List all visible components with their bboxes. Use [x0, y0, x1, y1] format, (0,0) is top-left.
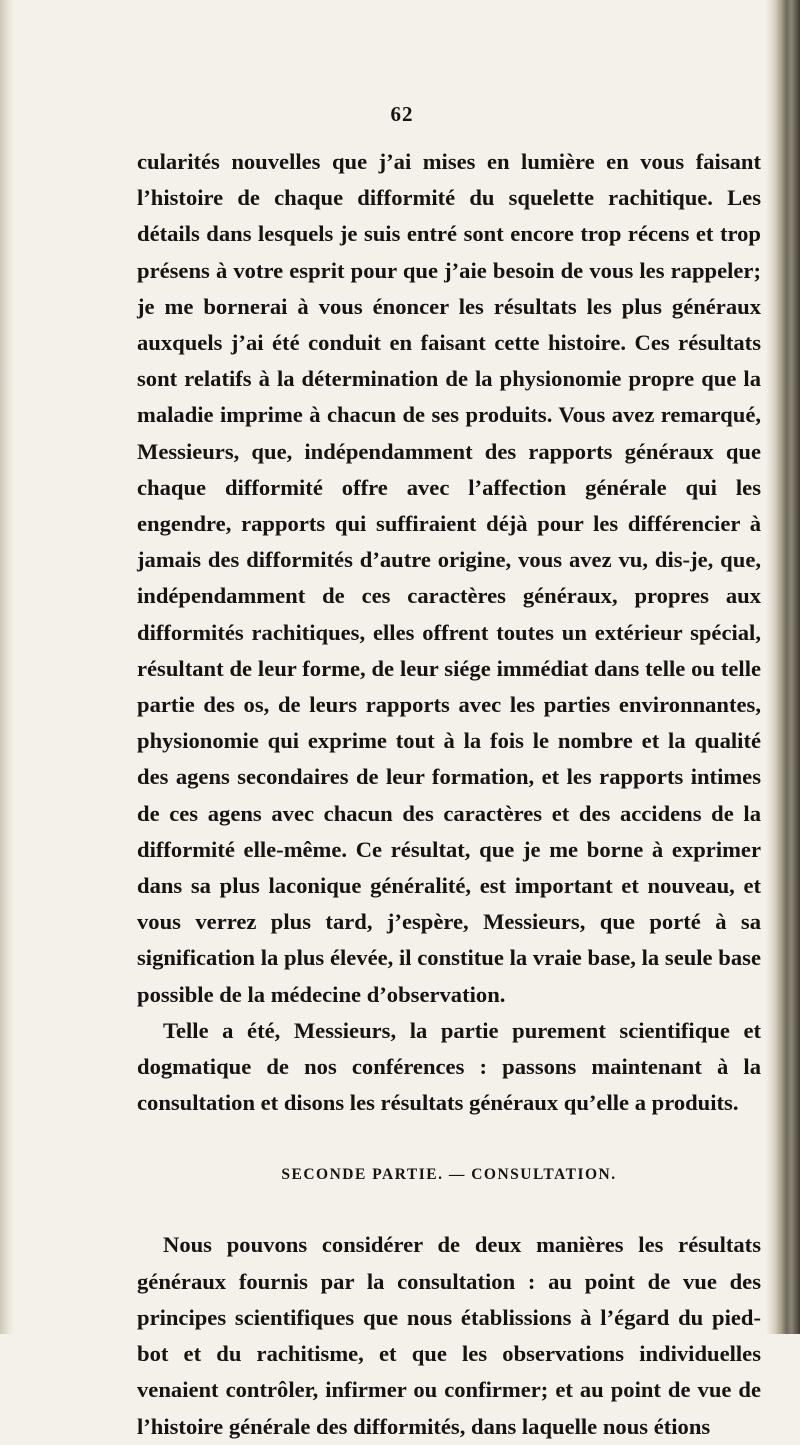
page-number: 62	[390, 102, 414, 126]
book-binding-edge	[766, 0, 800, 1334]
paragraph-consultation: Nous pouvons considérer de deux manières les résultats généraux fournis par la consultation : au point de vue des principes scientifiques que nous établissions à l’égard du pied-bot et du rachitisme, et que les observations individuelles venaient contrôler, infirmer ou confirmer; et au point de vue de l’histoire générale des difformités, dans laquelle nous étions	[137, 1232, 761, 1439]
section-heading-dash: —	[448, 1166, 466, 1184]
section-heading-part: SECONDE PARTIE.	[281, 1166, 444, 1184]
body-text	[137, 144, 761, 1445]
paragraph-transition: Telle a été, Messieurs, la partie purement scientifique et dogmatique de nos conférences : passons maintenant à la consultation et disons les résultats généraux qu’elle a produits.	[137, 1017, 761, 1116]
paragraph-continuation: cularités nouvelles que j’ai mises en lumière en vous faisant l’histoire de chaque difformité du squelette rachitique. Les détails dans lesquels je suis entré sont encore trop récens et trop présens à votre esprit pour que j’aie besoin de vous les rappeler; je me bornerai à vous énoncer les résultats les plus généraux auxquels j’ai été conduit en faisant cette histoire. Ces résultats sont relatifs à la détermination de la physionomie propre que la maladie imprime à chacun de ses produits. Vous avez remarqué, Messieurs, que, indépendamment des rapports généraux que chaque difformité offre avec l’affection générale qui les engendre, rapports qui suffiraient déjà pour les différencier à jamais des difformités d’autre origine, vous avez vu, dis-je, que, indépendamment de ces caractères généraux, propres aux difformités rachitiques, elles offrent toutes un extérieur spécial, résultant de leur forme, de leur siége immédiat dans telle ou telle partie des os, de leurs rapports avec les parties environnantes, physionomie qui exprime tout à la fois le nombre et la qualité des agens secondaires de leur formation, et les rapports intimes de ces agens avec chacun des caractères et des accidens de la difformité elle-même. Ce résultat, que je me borne à exprimer dans sa plus laconique généralité, est important et nouveau, et vous verrez plus tard, j’espère, Messieurs, que porté à sa signification la plus élevée, il constitue la vraie base, la seule base possible de la médecine d’observation.	[137, 149, 761, 1007]
page-left-edge	[0, 0, 14, 1334]
section-heading	[137, 1166, 761, 1184]
section-heading-title: CONSULTATION.	[471, 1166, 617, 1184]
